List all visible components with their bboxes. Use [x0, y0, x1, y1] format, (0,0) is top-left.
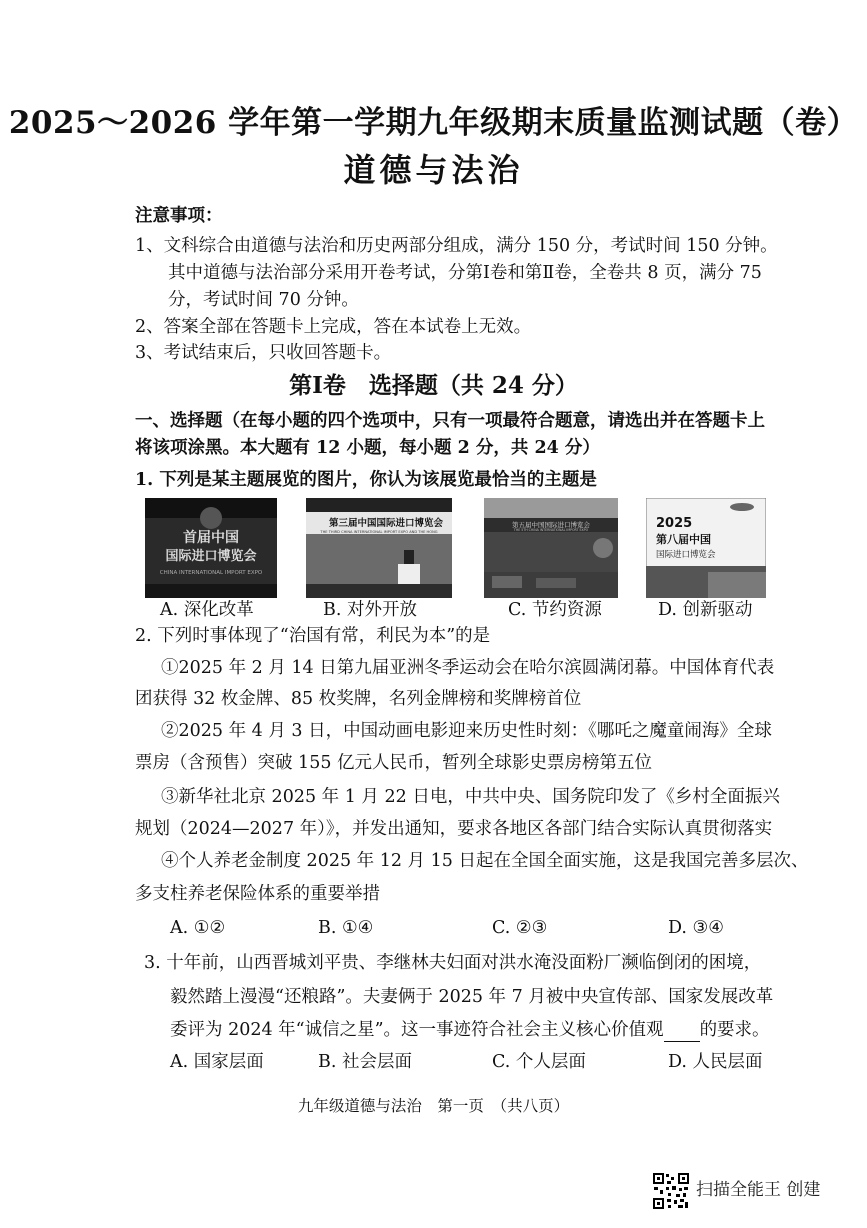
photo-2-line2: THE THIRD CHINA INTERNATIONAL IMPORT EXPO AND THE HONG — [320, 530, 438, 534]
notice-line: 3、考试结束后，只收回答题卡。 — [135, 343, 392, 363]
question-3-line: 3. 十年前，山西晋城刘平贵、李继林夫妇面对洪水淹没面粉厂濒临倒闭的困境， — [144, 953, 762, 973]
q3-text-after-blank: 的要求。 — [699, 1020, 770, 1040]
exam-subject: 道德与法治 — [343, 151, 524, 189]
q1-option-c: C. 节约资源 — [508, 600, 602, 620]
expo-photo-2 — [306, 498, 452, 598]
photo-4-year: 2025 — [656, 516, 693, 531]
q1-option-a: A. 深化改革 — [160, 600, 254, 620]
photo-4-line3: 国际进口博览会 — [656, 550, 716, 560]
q3-text-before-blank: 委评为 2024 年“诚信之星”。这一事迹符合社会主义核心价值观 — [170, 1020, 664, 1040]
photo-3-line2: THE 5TH CHINA INTERNATIONAL IMPORT EXPO — [513, 528, 589, 532]
q2-item-line: 多支柱养老保险体系的重要举措 — [135, 884, 380, 904]
section-instruction: 一、选择题（在每小题的四个选项中，只有一项最符合题意，请选出并在答题卡上 — [135, 411, 765, 431]
question-2-stem: 2. 下列时事体现了“治国有常，利民为本”的是 — [135, 626, 491, 646]
q1-option-b: B. 对外开放 — [323, 600, 417, 620]
q2-item-line: 票房（含预售）突破 155 亿元人民币，暂列全球影史票房榜第五位 — [135, 753, 653, 773]
q3-option-d: D. 人民层面 — [668, 1052, 763, 1072]
q2-option-d: D. ③④ — [668, 918, 724, 938]
q3-option-a: A. 国家层面 — [170, 1052, 264, 1072]
photo-1-line3: CHINA INTERNATIONAL IMPORT EXPO — [159, 570, 263, 576]
notice-line: 其中道德与法治部分采用开卷考试，分第Ⅰ卷和第Ⅱ卷，全卷共 8 页，满分 75 — [168, 263, 762, 283]
expo-photo-1 — [145, 498, 277, 598]
photo-2-line1: 第三届中国国际进口博览会 — [328, 518, 444, 529]
q2-item-line: 规划（2024—2027 年）》，并发出通知，要求各地区各部门结合实际认真贯彻落实 — [135, 819, 773, 839]
q2-item-line: ①2025 年 2 月 14 日第九届亚洲冬季运动会在哈尔滨圆满闭幕。中国体育代表 — [161, 658, 775, 678]
q2-item-line: ③新华社北京 2025 年 1 月 22 日电，中共中央、国务院印发了《乡村全面振兴 — [161, 787, 780, 807]
q3-option-b: B. 社会层面 — [318, 1052, 412, 1072]
answer-blank — [664, 1023, 700, 1042]
q2-option-a: A. ①② — [170, 918, 226, 938]
notice-line: 1、文科综合由道德与法治和历史两部分组成，满分 150 分，考试时间 150 分钟。 — [135, 236, 778, 256]
q2-option-c: C. ②③ — [492, 918, 548, 938]
q1-option-d: D. 创新驱动 — [658, 600, 753, 620]
photo-1-line1: 首届中国 — [183, 530, 239, 546]
photo-1-line2: 国际进口博览会 — [165, 549, 257, 564]
q2-item-line: ④个人养老金制度 2025 年 12 月 15 日起在全国全面实施，这是我国完善多层次、 — [161, 851, 809, 871]
q2-item-line: ②2025 年 4 月 3 日，中国动画电影迎来历史性时刻：《哪吒之魔童闹海》全球 — [161, 721, 772, 741]
photo-4-line2: 第八届中国 — [656, 533, 711, 546]
q2-item-line: 团获得 32 枚金牌、85 枚奖牌，名列金牌榜和奖牌榜首位 — [135, 689, 582, 709]
page-footer: 九年级道德与法治 第一页 （共八页） — [297, 1097, 570, 1115]
qr-code-icon — [652, 1172, 690, 1210]
notice-line: 分，考试时间 70 分钟。 — [168, 290, 359, 310]
section-instruction: 将该项涂黑。本大题有 12 小题，每小题 2 分，共 24 分） — [135, 438, 600, 458]
photo-3-line1: 第五届中国国际进口博览会 — [512, 521, 590, 529]
expo-photo-3 — [484, 498, 618, 598]
notice-line: 2、答案全部在答题卡上完成，答在本试卷上无效。 — [135, 317, 532, 337]
exam-title: 2025～2026 学年第一学期九年级期末质量监测试题（卷） — [8, 105, 859, 141]
scanner-watermark: 扫描全能王 创建 — [696, 1180, 821, 1200]
notice-heading: 注意事项： — [135, 206, 223, 226]
question-3-line — [170, 1018, 770, 1042]
question-3-line: 毅然踏上漫漫“还粮路”。夫妻俩于 2025 年 7 月被中央宣传部、国家发展改革 — [170, 987, 774, 1007]
question-1-stem: 1. 下列是某主题展览的图片，你认为该展览最恰当的主题是 — [135, 470, 597, 490]
section-title: 第Ⅰ卷 选择题（共 24 分） — [289, 372, 578, 399]
q3-option-c: C. 个人层面 — [492, 1052, 586, 1072]
expo-photo-4 — [646, 498, 766, 598]
q2-option-b: B. ①④ — [318, 918, 374, 938]
